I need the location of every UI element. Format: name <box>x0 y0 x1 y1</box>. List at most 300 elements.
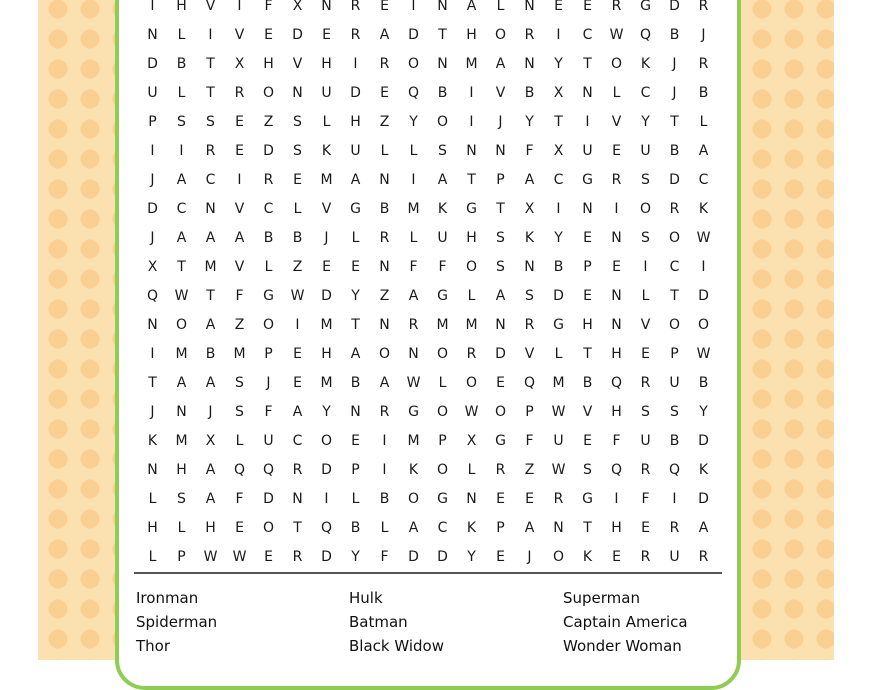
grid-letter: N <box>466 142 477 159</box>
grid-letter: N <box>147 461 158 478</box>
grid-letter: M <box>407 432 420 449</box>
grid-letter: T <box>293 519 302 536</box>
grid-letter: D <box>669 0 680 14</box>
grid-letter: Y <box>525 113 534 130</box>
grid-letter: U <box>437 229 448 246</box>
grid-letter: D <box>698 287 709 304</box>
grid-letter: A <box>698 142 709 159</box>
grid-letter: N <box>524 55 535 72</box>
grid-letter: V <box>234 200 245 217</box>
grid-letter: O <box>639 200 652 217</box>
word-item: Ironman <box>136 589 199 607</box>
grid-letter: D <box>321 548 332 565</box>
grid-letter: B <box>176 55 187 72</box>
grid-letter: V <box>292 55 303 72</box>
grid-letter: O <box>552 548 565 565</box>
grid-letter: G <box>640 0 651 14</box>
word-item: Batman <box>349 613 408 631</box>
grid-letter: E <box>322 26 331 43</box>
grid-letter: R <box>495 461 506 478</box>
grid-letter: T <box>583 55 592 72</box>
grid-letter: O <box>175 316 188 333</box>
grid-letter: J <box>672 84 677 101</box>
grid-letter: Z <box>263 113 274 130</box>
word-item: Black Widow <box>349 637 444 655</box>
word-item: Thor <box>136 637 171 655</box>
grid-letter: V <box>582 403 593 420</box>
grid-letter: J <box>672 55 677 72</box>
grid-letter: I <box>150 142 155 159</box>
grid-letter: F <box>641 490 650 507</box>
grid-letter: S <box>438 142 447 159</box>
grid-letter: S <box>496 229 505 246</box>
grid-letter: A <box>234 229 245 246</box>
grid-letter: D <box>263 490 274 507</box>
grid-letter: H <box>263 55 274 72</box>
grid-letter: B <box>698 84 709 101</box>
grid-letter: O <box>262 316 275 333</box>
grid-letter: N <box>321 0 332 14</box>
grid-letter: O <box>407 55 420 72</box>
grid-letter: F <box>380 548 389 565</box>
grid-letter: N <box>611 316 622 333</box>
grid-letter: D <box>147 55 158 72</box>
grid-letter: P <box>264 345 273 362</box>
grid-letter: L <box>467 287 476 304</box>
grid-letter: Q <box>320 519 333 536</box>
grid-letter: J <box>701 26 706 43</box>
grid-letter: F <box>438 258 447 275</box>
grid-letter: R <box>611 171 622 188</box>
grid-letter: C <box>437 519 448 536</box>
grid-letter: A <box>205 374 216 391</box>
grid-letter: A <box>205 316 216 333</box>
grid-letter: C <box>205 171 216 188</box>
grid-letter: N <box>524 258 535 275</box>
grid-letter: K <box>698 200 709 217</box>
grid-letter: J <box>324 229 329 246</box>
grid-letter: G <box>582 171 593 188</box>
grid-letter: C <box>176 200 187 217</box>
grid-letter: L <box>351 490 360 507</box>
grid-letter: L <box>148 548 157 565</box>
grid-letter: X <box>234 55 245 72</box>
grid-letter: G <box>350 200 361 217</box>
grid-letter: U <box>553 432 564 449</box>
grid-letter: N <box>379 258 390 275</box>
grid-letter: Z <box>292 258 303 275</box>
word-item: Spiderman <box>136 613 218 631</box>
grid-letter: R <box>640 461 651 478</box>
grid-letter: L <box>612 84 621 101</box>
grid-letter: H <box>205 519 216 536</box>
grid-letter: S <box>525 287 534 304</box>
grid-letter: L <box>554 345 563 362</box>
grid-letter: T <box>467 171 476 188</box>
grid-letter: W <box>696 229 711 246</box>
grid-letter: D <box>698 432 709 449</box>
grid-letter: T <box>554 113 563 130</box>
grid-letter: J <box>208 403 213 420</box>
grid-letter: L <box>496 0 505 14</box>
grid-letter: P <box>496 519 505 536</box>
grid-letter: E <box>496 548 505 565</box>
grid-letter: J <box>266 374 271 391</box>
grid-letter: E <box>612 548 621 565</box>
grid-letter: A <box>205 490 216 507</box>
grid-letter: G <box>466 200 477 217</box>
grid-letter: Y <box>554 55 563 72</box>
grid-letter: E <box>583 229 592 246</box>
grid-letter: N <box>611 229 622 246</box>
grid-letter: Y <box>351 548 360 565</box>
grid-letter: E <box>351 432 360 449</box>
grid-letter: N <box>292 84 303 101</box>
grid-letter: D <box>350 84 361 101</box>
grid-letter: I <box>411 0 416 14</box>
grid-letter: A <box>350 171 361 188</box>
grid-letter: J <box>150 171 155 188</box>
grid-letter: E <box>293 345 302 362</box>
grid-letter: W <box>203 548 218 565</box>
grid-letter: G <box>437 287 448 304</box>
grid-letter: E <box>293 374 302 391</box>
grid-letter: S <box>293 113 302 130</box>
grid-letter: Q <box>262 461 275 478</box>
grid-letter: T <box>148 374 157 391</box>
grid-letter: I <box>556 200 561 217</box>
grid-letter: E <box>612 258 621 275</box>
grid-letter: B <box>524 84 535 101</box>
grid-letter: C <box>292 432 303 449</box>
grid-letter: T <box>438 26 447 43</box>
grid-letter: I <box>411 171 416 188</box>
grid-letter: N <box>292 490 303 507</box>
grid-letter: R <box>553 490 564 507</box>
grid-letter: H <box>466 26 477 43</box>
grid-letter: Q <box>610 374 623 391</box>
grid-letter: I <box>614 490 619 507</box>
grid-letter: D <box>408 548 419 565</box>
grid-letter: R <box>640 548 651 565</box>
grid-letter: L <box>641 287 650 304</box>
grid-letter: L <box>351 229 360 246</box>
grid-letter: T <box>496 200 505 217</box>
grid-letter: D <box>147 200 158 217</box>
grid-letter: I <box>643 258 648 275</box>
grid-letter: U <box>321 84 332 101</box>
grid-letter: E <box>525 490 534 507</box>
letter-grid <box>138 0 718 571</box>
grid-letter: K <box>640 55 651 72</box>
grid-letter: A <box>292 403 303 420</box>
grid-letter: M <box>407 200 420 217</box>
grid-letter: M <box>320 374 333 391</box>
grid-letter: B <box>582 374 593 391</box>
grid-letter: D <box>321 461 332 478</box>
grid-letter: K <box>466 519 477 536</box>
grid-letter: L <box>177 519 186 536</box>
grid-letter: A <box>495 55 506 72</box>
grid-letter: F <box>264 403 273 420</box>
grid-letter: P <box>438 432 447 449</box>
grid-letter: E <box>235 113 244 130</box>
grid-letter: U <box>640 142 651 159</box>
grid-letter: A <box>408 519 419 536</box>
grid-letter: B <box>553 258 564 275</box>
grid-letter: F <box>525 432 534 449</box>
grid-letter: D <box>437 548 448 565</box>
grid-letter: E <box>641 345 650 362</box>
grid-letter: I <box>672 490 677 507</box>
grid-letter: O <box>407 490 420 507</box>
grid-letter: L <box>177 26 186 43</box>
grid-letter: B <box>292 229 303 246</box>
grid-letter: L <box>264 258 273 275</box>
grid-letter: F <box>264 0 273 14</box>
grid-letter: S <box>583 461 592 478</box>
grid-letter: Z <box>524 461 535 478</box>
grid-letter: R <box>524 26 535 43</box>
grid-letter: T <box>206 287 215 304</box>
grid-letter: M <box>175 432 188 449</box>
grid-letter: L <box>467 461 476 478</box>
grid-letter: T <box>177 258 186 275</box>
grid-letter: P <box>177 548 186 565</box>
grid-letter: S <box>206 113 215 130</box>
grid-letter: O <box>610 55 623 72</box>
grid-letter: L <box>293 200 302 217</box>
grid-letter: D <box>698 490 709 507</box>
grid-letter: A <box>350 345 361 362</box>
grid-letter: G <box>495 432 506 449</box>
word-item: Superman <box>563 589 640 607</box>
grid-letter: M <box>204 258 217 275</box>
grid-letter: P <box>583 258 592 275</box>
grid-letter: C <box>669 258 680 275</box>
grid-letter: J <box>498 113 503 130</box>
grid-letter: I <box>150 345 155 362</box>
grid-letter: A <box>466 0 477 14</box>
grid-letter: A <box>698 519 709 536</box>
grid-letter: F <box>525 142 534 159</box>
grid-letter: D <box>669 171 680 188</box>
grid-letter: A <box>379 26 390 43</box>
grid-letter: H <box>176 461 187 478</box>
grid-letter: W <box>232 548 247 565</box>
grid-letter: T <box>206 55 215 72</box>
grid-letter: Q <box>668 461 681 478</box>
grid-letter: E <box>351 258 360 275</box>
grid-letter: A <box>176 374 187 391</box>
grid-letter: L <box>235 432 244 449</box>
grid-letter: H <box>176 0 187 14</box>
grid-letter: I <box>701 258 706 275</box>
grid-letter: N <box>408 345 419 362</box>
grid-letter: G <box>437 490 448 507</box>
grid-letter: R <box>234 84 245 101</box>
word-item: Wonder Woman <box>563 637 682 655</box>
grid-letter: H <box>611 345 622 362</box>
grid-letter: E <box>235 519 244 536</box>
grid-letter: W <box>696 345 711 362</box>
grid-letter: O <box>436 403 449 420</box>
grid-letter: Q <box>146 287 159 304</box>
grid-letter: R <box>611 0 622 14</box>
grid-letter: P <box>351 461 360 478</box>
grid-letter: N <box>176 403 187 420</box>
grid-letter: O <box>436 345 449 362</box>
grid-letter: G <box>263 287 274 304</box>
grid-letter: E <box>496 374 505 391</box>
grid-letter: B <box>263 229 274 246</box>
grid-letter: E <box>380 0 389 14</box>
grid-letter: E <box>612 142 621 159</box>
grid-letter: R <box>640 374 651 391</box>
grid-letter: B <box>350 519 361 536</box>
grid-letter: M <box>552 374 565 391</box>
grid-letter: F <box>612 432 621 449</box>
grid-letter: X <box>292 0 303 14</box>
grid-letter: B <box>379 200 390 217</box>
grid-letter: W <box>551 403 566 420</box>
grid-letter: K <box>524 229 535 246</box>
grid-letter: W <box>290 287 305 304</box>
grid-letter: N <box>495 142 506 159</box>
grid-letter: D <box>408 26 419 43</box>
grid-letter: B <box>669 142 680 159</box>
grid-letter: Y <box>351 287 360 304</box>
grid-letter: V <box>495 84 506 101</box>
grid-letter: N <box>582 200 593 217</box>
grid-letter: I <box>150 0 155 14</box>
grid-letter: R <box>408 316 419 333</box>
grid-letter: B <box>698 374 709 391</box>
grid-letter: I <box>556 26 561 43</box>
grid-letter: I <box>295 316 300 333</box>
grid-letter: K <box>147 432 158 449</box>
grid-letter: E <box>641 519 650 536</box>
grid-letter: R <box>669 200 680 217</box>
grid-letter: F <box>409 258 418 275</box>
grid-letter: C <box>553 171 564 188</box>
grid-letter: J <box>150 403 155 420</box>
grid-letter: T <box>670 287 679 304</box>
grid-letter: Y <box>467 548 476 565</box>
grid-letter: J <box>150 229 155 246</box>
grid-letter: Q <box>610 461 623 478</box>
grid-letter: B <box>669 26 680 43</box>
word-list <box>136 586 736 658</box>
grid-letter: I <box>324 490 329 507</box>
grid-letter: I <box>237 171 242 188</box>
grid-letter: R <box>698 0 709 14</box>
grid-letter: H <box>466 229 477 246</box>
grid-letter: U <box>669 374 680 391</box>
grid-letter: W <box>406 374 421 391</box>
grid-letter: T <box>583 345 592 362</box>
grid-letter: H <box>321 345 332 362</box>
grid-letter: G <box>408 403 419 420</box>
grid-letter: E <box>554 0 563 14</box>
grid-letter: U <box>640 432 651 449</box>
grid-letter: C <box>698 171 709 188</box>
grid-letter: L <box>322 113 331 130</box>
word-item: Hulk <box>349 589 383 607</box>
grid-letter: C <box>263 200 274 217</box>
grid-letter: L <box>438 374 447 391</box>
grid-letter: A <box>495 287 506 304</box>
grid-letter: B <box>437 84 448 101</box>
grid-letter: X <box>147 258 158 275</box>
grid-letter: O <box>668 229 681 246</box>
grid-letter: N <box>524 0 535 14</box>
grid-letter: W <box>464 403 479 420</box>
grid-letter: X <box>553 142 564 159</box>
grid-letter: M <box>465 55 478 72</box>
grid-letter: K <box>408 461 419 478</box>
grid-letter: O <box>262 84 275 101</box>
grid-letter: R <box>466 345 477 362</box>
grid-letter: V <box>234 258 245 275</box>
grid-letter: U <box>147 84 158 101</box>
grid-letter: I <box>585 113 590 130</box>
grid-letter: H <box>147 519 158 536</box>
grid-letter: W <box>174 287 189 304</box>
grid-letter: S <box>641 171 650 188</box>
grid-letter: E <box>583 432 592 449</box>
grid-letter: E <box>264 548 273 565</box>
grid-letter: L <box>409 229 418 246</box>
grid-letter: R <box>698 55 709 72</box>
grid-letter: V <box>640 316 651 333</box>
grid-letter: R <box>350 0 361 14</box>
grid-letter: Z <box>379 113 390 130</box>
grid-letter: A <box>176 171 187 188</box>
grid-letter: K <box>698 461 709 478</box>
grid-letter: S <box>496 258 505 275</box>
grid-letter: A <box>524 519 535 536</box>
grid-letter: D <box>553 287 564 304</box>
grid-letter: Z <box>234 316 245 333</box>
grid-letter: L <box>380 142 389 159</box>
grid-letter: O <box>436 461 449 478</box>
grid-letter: S <box>641 229 650 246</box>
grid-letter: S <box>293 142 302 159</box>
grid-letter: K <box>321 142 332 159</box>
grid-letter: T <box>583 519 592 536</box>
grid-letter: N <box>466 490 477 507</box>
grid-letter: A <box>437 171 448 188</box>
divider <box>134 572 722 574</box>
grid-letter: Z <box>379 287 390 304</box>
grid-letter: L <box>380 519 389 536</box>
grid-letter: R <box>292 461 303 478</box>
grid-letter: P <box>525 403 534 420</box>
grid-letter: R <box>263 171 274 188</box>
grid-letter: N <box>205 200 216 217</box>
grid-letter: N <box>437 55 448 72</box>
grid-letter: I <box>614 200 619 217</box>
grid-letter: N <box>495 316 506 333</box>
grid-letter: E <box>235 142 244 159</box>
grid-letter: P <box>670 345 679 362</box>
grid-letter: N <box>147 316 158 333</box>
grid-letter: W <box>551 461 566 478</box>
grid-letter: M <box>233 345 246 362</box>
grid-letter: M <box>465 316 478 333</box>
grid-letter: G <box>582 490 593 507</box>
